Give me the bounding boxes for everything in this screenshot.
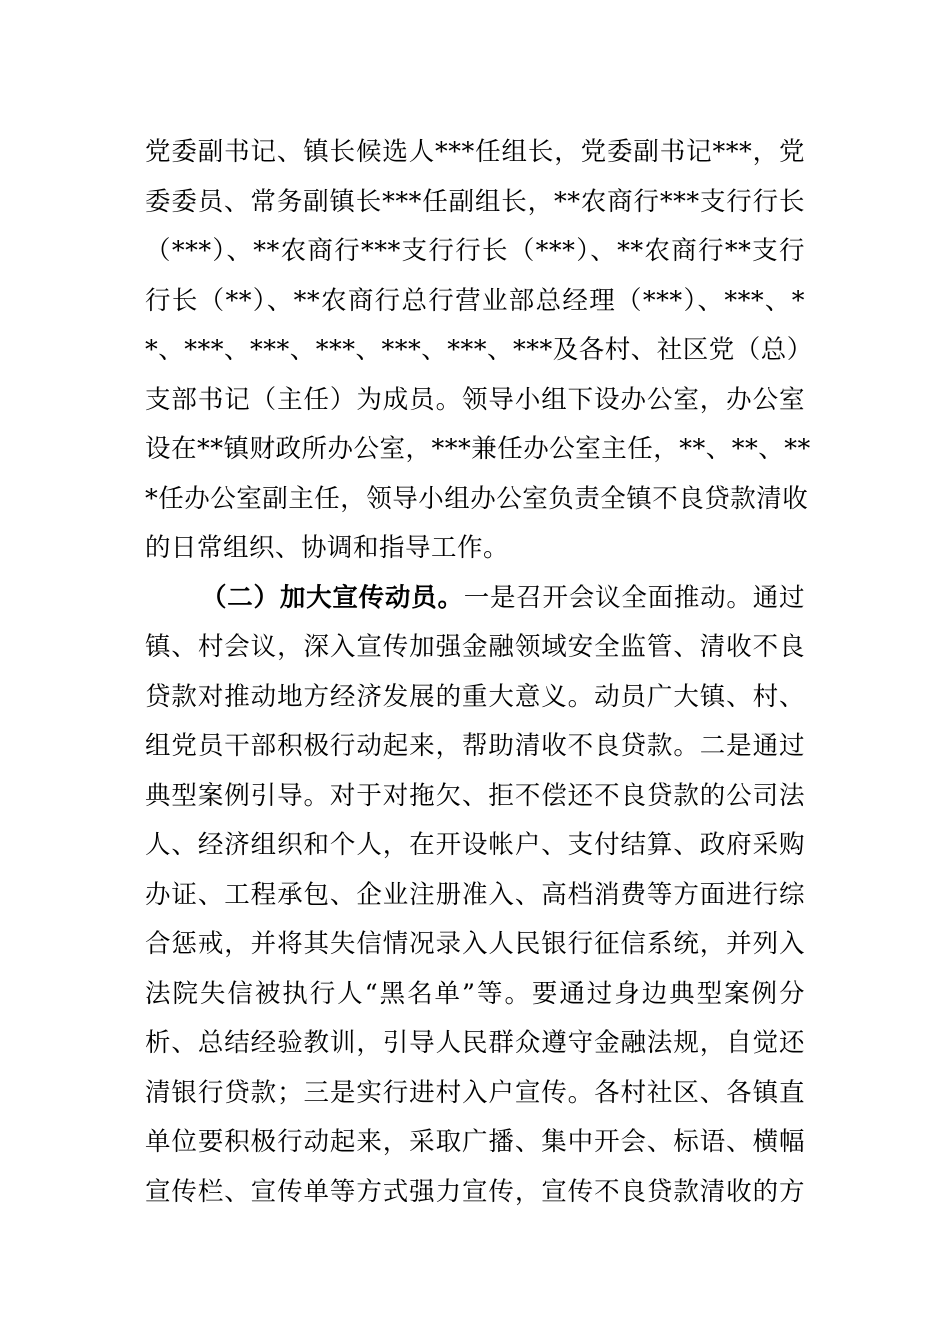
text-line: 合惩戒，并将其失信情况录入人民银行征信系统，并列入 — [145, 929, 805, 959]
document-page — [145, 128, 813, 1217]
paragraph-leadership-group — [145, 128, 813, 574]
text-line: 宣传栏、宣传单等方式强力宣传，宣传不良贷款清收的方 — [145, 1176, 805, 1207]
text-line-with-heading — [145, 574, 805, 624]
text-line: 设在**镇财政所办公室，***兼任办公室主任，**、**、** — [145, 434, 811, 464]
text-line: 委委员、常务副镇长***任副组长，**农商行***支行行长 — [145, 186, 805, 217]
text-line: 清银行贷款；三是实行进村入户宣传。各村社区、各镇直 — [145, 1077, 805, 1108]
text-line: 析、总结经验教训，引导人民群众遵守金融法规，自觉还 — [145, 1028, 805, 1058]
paragraph-publicity — [145, 574, 805, 1218]
text-line: *、***、***、***、***、***、***及各村、社区党（总） — [145, 335, 813, 365]
text-line: （***）、**农商行***支行行长（***）、**农商行**支行 — [145, 236, 805, 266]
text-line: 贷款对推动地方经济发展的重大意义。动员广大镇、村、 — [145, 681, 805, 712]
section-heading: （二）加大宣传动员。 — [201, 582, 464, 613]
text-line-rest: 一是召开会议全面推动。通过 — [463, 582, 805, 613]
text-line: 党委副书记、镇长候选人***任组长，党委副书记***，党 — [145, 137, 805, 167]
text-line: 组党员干部积极行动起来，帮助清收不良贷款。二是通过 — [145, 731, 805, 761]
text-line: 镇、村会议，深入宣传加强金融领域安全监管、清收不良 — [145, 632, 805, 662]
text-line: 典型案例引导。对于对拖欠、拒不偿还不良贷款的公司法 — [145, 780, 805, 811]
text-line: 单位要积极行动起来，采取广播、集中开会、标语、横幅 — [145, 1127, 805, 1157]
text-line: 支部书记（主任）为成员。领导小组下设办公室，办公室 — [145, 384, 805, 415]
text-line: 法院失信被执行人“黑名单”等。要通过身边典型案例分 — [145, 978, 805, 1009]
text-line: 行长（**）、**农商行总行营业部总经理（***）、***、* — [145, 285, 805, 316]
text-line: 的日常组织、协调和指导工作。 — [145, 533, 510, 563]
text-line: 办证、工程承包、企业注册准入、高档消费等方面进行综 — [145, 879, 805, 910]
text-line: *任办公室副主任，领导小组办公室负责全镇不良贷款清收 — [145, 483, 809, 514]
text-line: 人、经济组织和个人，在开设帐户、支付结算、政府采购 — [145, 830, 805, 860]
